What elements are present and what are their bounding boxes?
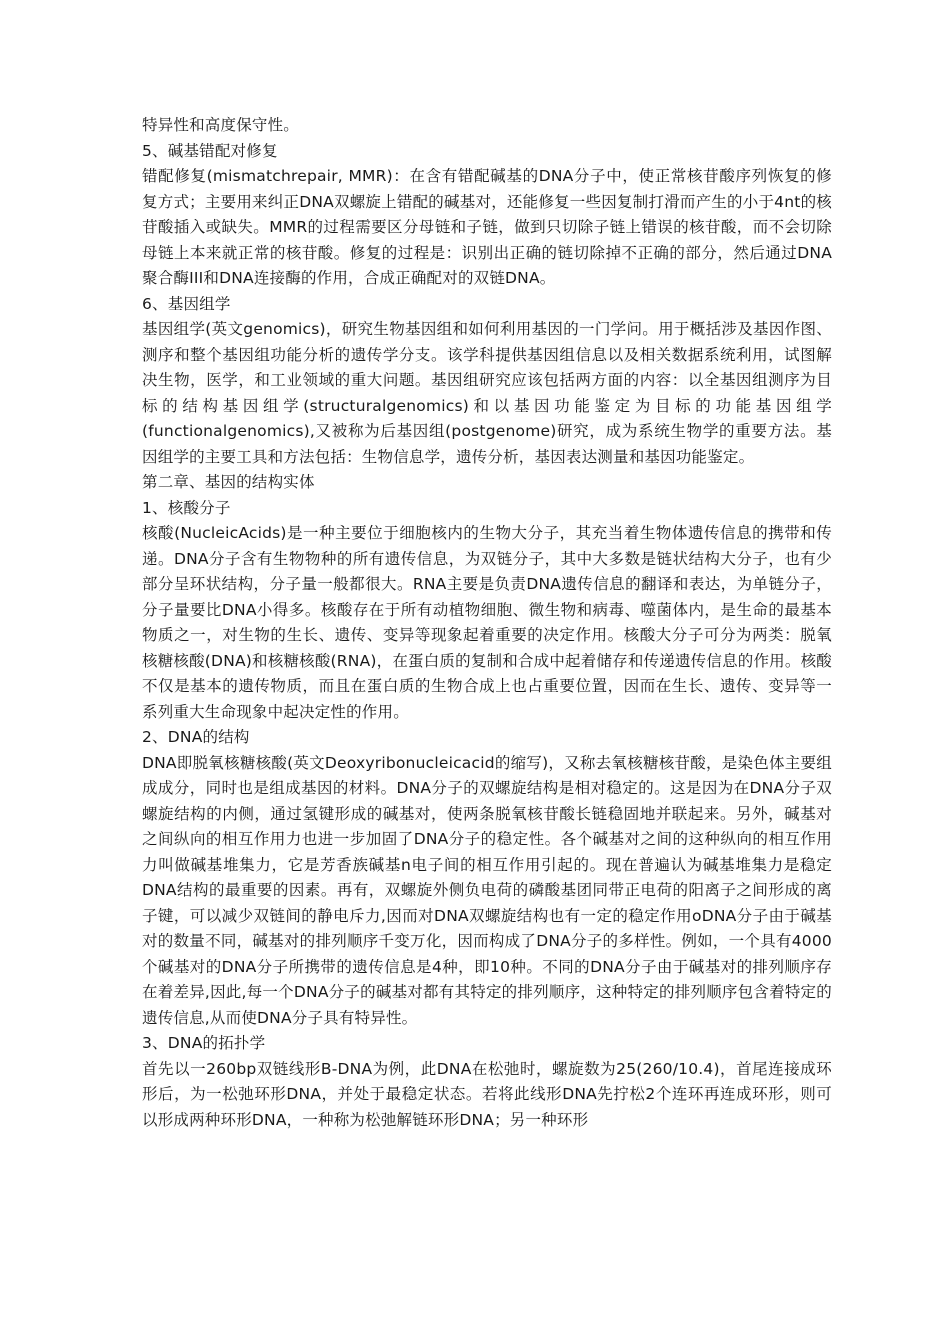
- paragraph-genomics: 基因组学(英文genomics)，研究生物基因组和如何利用基因的一门学问。用于概括涉及基因作图、测序和整个基因组功能分析的遗传学分支。该学科提供基因组信息以及相关数据系统利用，试图解决生物，医学，和工业领域的重大问题。基因组研究应该包括两方面的内容：以全基因组测序为目标的结构基因组学(structuralgenomics)和以基因功能鉴定为目标的功能基因组学(functionalgenomics),又被称为后基因组(postgenome)研究，成为系统生物学的重要方法。基因组学的主要工具和方法包括：生物信息学，遗传分析，基因表达测量和基因功能鉴定。: [142, 320, 832, 466]
- heading-nucleic-acids: 1、核酸分子: [142, 498, 231, 517]
- document-body: [142, 113, 832, 1133]
- paragraph-dna-structure: DNA即脱氧核糖核酸(英文Deoxyribonucleicacid的缩写)，又称去氧核糖核苷酸，是染色体主要组成成分，同时也是组成基因的材料。DNA分子的双螺旋结构是相对稳定的。这是因为在DNA分子双螺旋结构的内侧，通过氢键形成的碱基对，使两条脱氧核苷酸长链稳固地并联起来。另外，碱基对之间纵向的相互作用力也进一步加固了DNA分子的稳定性。各个碱基对之间的这种纵向的相互作用力叫做碱基堆集力，它是芳香族碱基n电子间的相互作用引起的。现在普遍认为碱基堆集力是稳定DNA结构的最重要的因素。再有，双螺旋外侧负电荷的磷酸基团同带正电荷的阳离子之间形成的离子键，可以减少双链间的静电斥力,因而对DNA双螺旋结构也有一定的稳定作用oDNA分子由于碱基对的数量不同，碱基对的排列顺序千变万化，因而构成了DNA分子的多样性。例如，一个具有4000个碱基对的DNA分子所携带的遗传信息是4种，即10种。不同的DNA分子由于碱基对的排列顺序存在着差异,因此,每一个DNA分子的碱基对都有其特定的排列顺序，这种特定的排列顺序包含着特定的遗传信息,从而使DNA分子具有特异性。: [142, 753, 832, 1027]
- paragraph-dna-topology: 首先以一260bp双链线形B-DNA为例，此DNA在松弛时，螺旋数为25(260/10.4)，首尾连接成环形后，为一松弛环形DNA，并处于最稳定状态。若将此线形DNA先拧松2个连环再连成环形，则可以形成两种环形DNA，一种称为松弛解链环形DNA；另一种环形: [142, 1059, 832, 1129]
- paragraph-nucleic-acids: 核酸(NucleicAcids)是一种主要位于细胞核内的生物大分子，其充当着生物体遗传信息的携带和传递。DNA分子含有生物物种的所有遗传信息，为双链分子，其中大多数是链状结构大分子，也有少部分呈环状结构，分子量一般都很大。RNA主要是负责DNA遗传信息的翻译和表达，为单链分子，分子量要比DNA小得多。核酸存在于所有动植物细胞、微生物和病毒、噬菌体内，是生命的最基本物质之一，对生物的生长、遗传、变异等现象起着重要的决定作用。核酸大分子可分为两类：脱氧核糖核酸(DNA)和核糖核酸(RNA)，在蛋白质的复制和合成中起着储存和传递遗传信息的作用。核酸不仅是基本的遗传物质，而且在蛋白质的生物合成上也占重要位置，因而在生长、遗传、变异等一系列重大生命现象中起决定性的作用。: [142, 524, 832, 721]
- chapter-heading: 第二章、基因的结构实体: [142, 473, 315, 491]
- heading-genomics: 6、基因组学: [142, 294, 231, 313]
- paragraph-intro-tail: 特异性和高度保守性。: [142, 116, 300, 134]
- paragraph-mismatch-repair: 错配修复(mismatchrepair, MMR)：在含有错配碱基的DNA分子中，使正常核苷酸序列恢复的修复方式；主要用来纠正DNA双螺旋上错配的碱基对，还能修复一些因复制打滑而产生的小于4nt的核苷酸插入或缺失。MMR的过程需要区分母链和子链，做到只切除子链上错误的核苷酸，而不会切除母链上本来就正常的核苷酸。修复的过程是：识别出正确的链切除掉不正确的部分，然后通过DNA聚合酶III和DNA连接酶的作用，合成正确配对的双链DNA。: [142, 167, 832, 287]
- heading-dna-topology: 3、DNA的拓扑学: [142, 1034, 266, 1052]
- heading-mismatch-repair: 5、碱基错配对修复: [142, 141, 278, 160]
- heading-dna-structure: 2、DNA的结构: [142, 728, 250, 746]
